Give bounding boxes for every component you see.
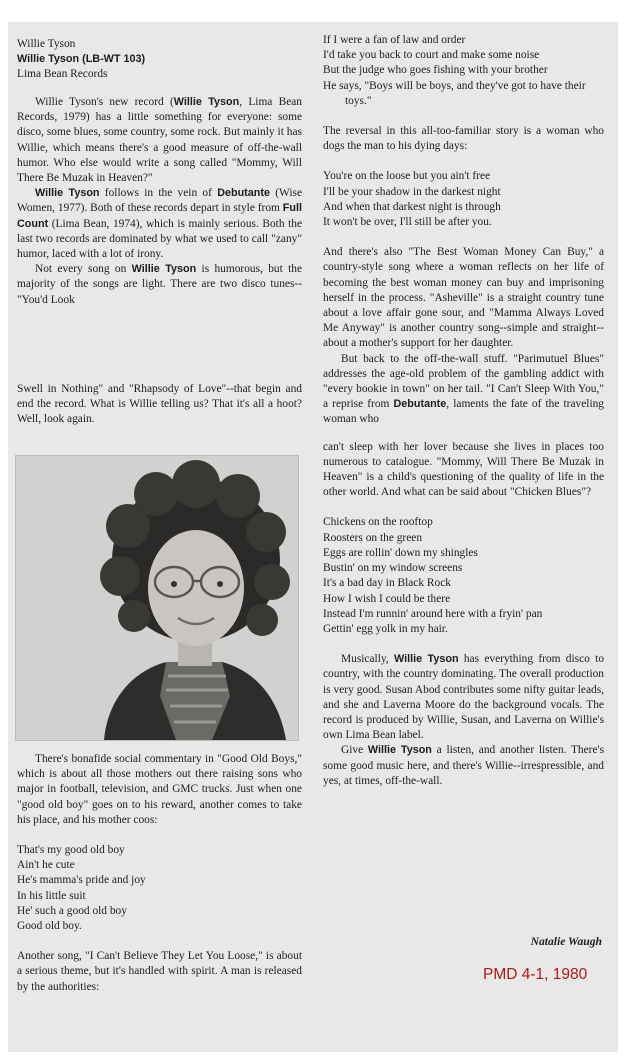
portrait-illustration [16, 456, 298, 740]
paragraph: Not every song on Willie Tyson is humorous, but the majority of the songs are light. There are two disco tunes--"You'd Look [17, 263, 303, 306]
lyric-line: Gettin' egg yolk in my hair. [323, 622, 448, 635]
lyric-line: I'd take you back to court and make some noise [323, 49, 540, 62]
paragraph: There's bonafide social commentary in "Good Old Boys," which is about all those mothers out there raising sons who major in football, television, and GMC trucks. Just when one "good old boy" goes on to his reward, another comes to take his place, and his mother coos: [17, 753, 302, 826]
column1-top-text [17, 95, 302, 308]
lyric-line: Roosters on the green [323, 531, 423, 544]
lyric-line: That's my good old boy [17, 844, 125, 857]
paragraph: Another song, "I Can't Believe They Let You Loose," is about a serious theme, but it's handled with spirit. A man is released by the authorities: [17, 950, 302, 993]
paragraph: can't sleep with her lover because she lives in places too numerous to catalogue. "Mommy, Will There Be Muzak in Heaven" is a child's questioning of the quality of life in the other world. And what can be said about "Chicken Blues"? [323, 440, 604, 499]
column1-bottom-text [17, 752, 302, 995]
lyric-line: Bustin' on my window screens [323, 562, 463, 575]
header-artist: Willie Tyson [17, 38, 76, 50]
lyric-line: I'll be your shadow in the darkest night [323, 185, 501, 198]
lyric-line: It won't be over, I'll still be after you. [323, 216, 492, 229]
paragraph: Give Willie Tyson a listen, and another listen. There's some good music here, and there's Willie--irrespressible, and yes, at times, off-the-wall. [323, 744, 605, 787]
source-citation: PMD 4-1, 1980 [483, 966, 588, 983]
lyric-line: How I wish I could be there [323, 592, 451, 605]
paragraph: But back to the off-the-wall stuff. "Parimutuel Blues" addresses the age-old problem of the gambling addict with "every bookie in town" on her tail. "I Can't Sleep With You," a reprise from Debutante, laments the fate of the traveling woman who [323, 352, 604, 426]
lyrics-block [323, 169, 604, 230]
lyric-line: And when that darkest night is through [323, 200, 501, 213]
lyric-line: But the judge who goes fishing with your brother [323, 64, 548, 77]
lyrics-block [17, 843, 302, 934]
paragraph: And there's also "The Best Woman Money Can Buy," a country-style song where a woman reflects on her life of becoming the best woman money can buy and imprisoning herself in the process. "Asheville" is a straight country tune about a love affair gone sour, and "Mamma Always Loved Me Anyway" is another country song--simple and straight--about a mother's support for her daughter. [323, 246, 604, 350]
paragraph: The reversal in this all-too-familiar story is a woman who dogs the man to his dying days: [323, 125, 604, 153]
author-signature: Natalie Waugh [530, 935, 602, 948]
paragraph: Musically, Willie Tyson has everything from disco to country, with the country dominating. The overall production is very good. Susan Abod contributes some nifty guitar leads, and she and Laverna Moore do the background vocals. The record is produced by Willie, Susan, and Laverna on Willie's own Lima Bean label. [323, 653, 605, 742]
lyric-line: It's a bad day in Black Rock [323, 577, 451, 590]
lyric-line: He says, "Boys will be boys, and they've got to have their toys." [323, 79, 586, 107]
header-album-line: Willie Tyson (LB-WT 103) [17, 53, 146, 66]
lyric-line: Good old boy. [17, 920, 82, 933]
lyric-line: He' such a good old boy [17, 904, 127, 917]
lyrics-block [323, 515, 604, 637]
lyrics-block [323, 33, 604, 109]
column1-continuation [17, 382, 302, 428]
lyric-line: In his little suit [17, 889, 86, 902]
lyric-line: If I were a fan of law and order [323, 34, 466, 46]
album-cover-photo [15, 455, 299, 741]
paragraph: Willie Tyson follows in the vein of Debutante (Wise Women, 1977). Both of these records depart in style from Full Count (Lima Bean, 1974), which is mainly serious. Both the last two records are dominated by what we used to call "zany" humor, laced with a lot of irony. [17, 187, 302, 261]
paragraph: Willie Tyson's new record (Willie Tyson, Lima Bean Records, 1979) has a little something for everyone: some disco, some blues, some country, some rock. But mainly it has Willie, which means there's a good measure of off-the-wall humor. Who else would write a song called "Mommy, Will There Be Muzak in Heaven?" [17, 96, 303, 185]
review-header [17, 37, 302, 83]
lyric-line: Ain't he cute [17, 859, 75, 872]
header-label: Lima Bean Records [17, 68, 108, 81]
paragraph: Swell in Nothing" and "Rhapsody of Love"--that begin and end the record. What is Willie telling us? That it's all a hoot? Well, look again. [17, 383, 302, 426]
lyric-line: Instead I'm runnin' around here with a fryin' pan [323, 607, 543, 620]
lyric-line: Chickens on the rooftop [323, 516, 433, 529]
lyric-line: You're on the loose but you ain't free [323, 170, 491, 183]
lyric-line: He's mamma's pride and joy [17, 874, 146, 887]
column2-text [323, 33, 604, 789]
lyric-line: Eggs are rollin' down my shingles [323, 546, 478, 559]
